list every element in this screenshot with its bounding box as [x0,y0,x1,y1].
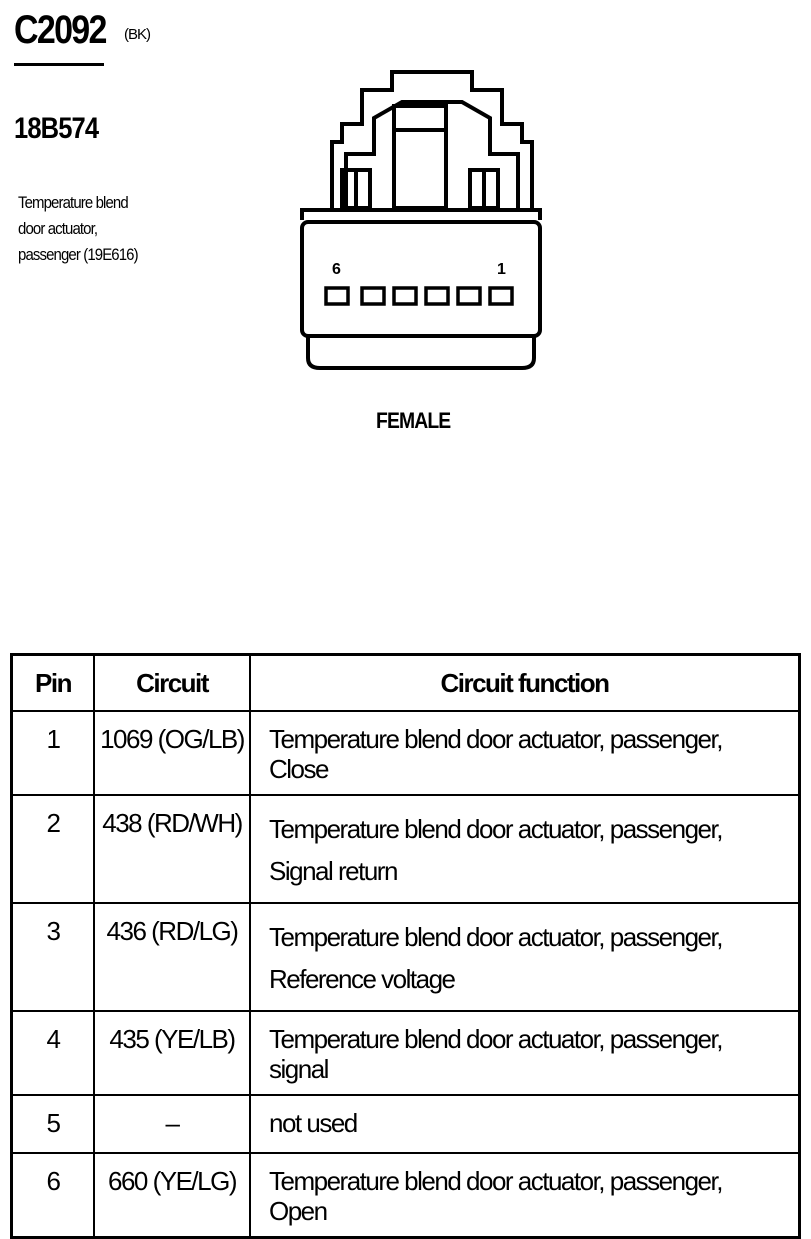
header-pin: Pin [12,655,95,712]
connector-color: (BK) [124,26,150,43]
connector-bottom-lip [308,336,534,368]
gender-label: FEMALE [376,408,451,433]
circuit-code: 435 (YE/LB) [94,1011,250,1095]
table-row [12,1153,800,1238]
pin-number: 3 [12,903,95,1011]
circuit-function: Temperature blend door actuator, passenger, Close [250,711,800,795]
pin-cavity-6 [326,288,348,304]
pin-table [10,653,801,1239]
pin-number: 1 [12,711,95,795]
table-row [12,711,800,795]
connector-face-diagram [290,60,550,380]
pin-number: 2 [12,795,95,903]
circuit-code: – [94,1095,250,1153]
table-row [12,1011,800,1095]
table-row [12,903,800,1011]
connector-description: Temperature blend door actuator, passenger (19E616) [18,193,138,264]
connector-flange [302,210,540,220]
pin-cavity-1 [490,288,512,304]
circuit-code: 660 (YE/LG) [94,1153,250,1238]
circuit-code: 1069 (OG/LB) [94,711,250,795]
pin-cavity-2 [458,288,480,304]
table-row [12,795,800,903]
table-row [12,1095,800,1153]
circuit-function: Temperature blend door actuator, passenger, Reference voltage [250,903,800,1011]
lock-tab [394,106,446,208]
circuit-code: 436 (RD/LG) [94,903,250,1011]
connector-id-underline [14,63,104,66]
connector-body [302,222,540,336]
header-circuit: Circuit [94,655,250,712]
latch-outer [332,72,532,208]
pin-number: 6 [12,1153,95,1238]
circuit-function: Temperature blend door actuator, passenger, Open [250,1153,800,1238]
part-number: 18B574 [14,112,99,145]
pin-number: 5 [12,1095,95,1153]
pin-number: 4 [12,1011,95,1095]
pin-cavity-3 [426,288,448,304]
pin-label-right: 1 [497,261,506,278]
table-header-row [12,655,800,712]
circuit-function: Temperature blend door actuator, passenger, signal [250,1011,800,1095]
pin-cavity-4 [394,288,416,304]
pin-cavities [326,288,512,304]
pin-label-left: 6 [332,261,341,278]
circuit-function: not used [250,1095,800,1153]
pin-cavity-5 [362,288,384,304]
circuit-function: Temperature blend door actuator, passenger, Signal return [250,795,800,903]
header-function: Circuit function [250,655,800,712]
circuit-code: 438 (RD/WH) [94,795,250,903]
connector-id: C2092 [14,8,106,52]
